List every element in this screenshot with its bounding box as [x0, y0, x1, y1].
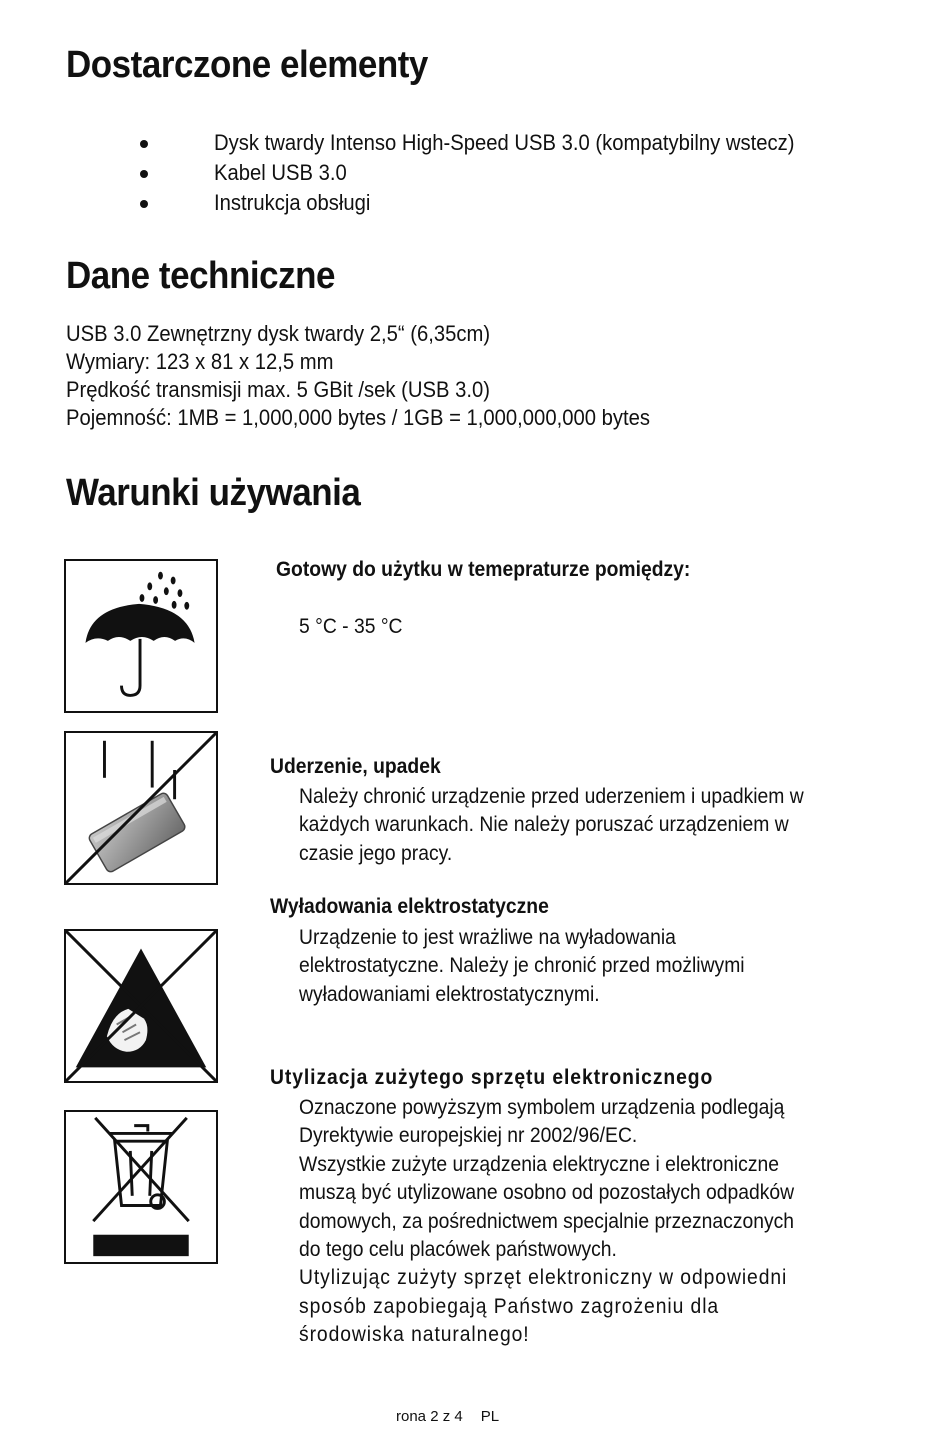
- bullet-icon: [140, 170, 148, 178]
- weee-title: Utylizacja zużytego sprzętu elektronicznego: [270, 1066, 714, 1089]
- weee-text: Oznaczone powyższym symbolem urządzenia podlegają Dyrektywie europejskiej nr 2002/96/EC. Wszystkie zużyte urządzenia elektryczne i elektroniczne muszą być utylizowane osobno od pozostałych odpadków domowych, za pośrednictwem specjalnie przeznaczonych do tego celu placówek państwowych. Utylizując zużyty sprzęt elektroniczny w odpowiedni sposób zapobiegają Państwo zagrożeniu dla środowiska naturalnego!: [299, 1096, 795, 1347]
- bullet-icon: [140, 200, 148, 208]
- esd-warning-icon: [64, 929, 218, 1083]
- temperature-range: 5 °C - 35 °C: [299, 615, 403, 638]
- page-number: rona 2 z 4: [396, 1408, 463, 1425]
- spec-line: USB 3.0 Zewnętrzny dysk twardy 2,5“ (6,35cm): [66, 321, 491, 346]
- esd-text: Urządzenie to jest wrażliwe na wyładowania elektrostatyczne. Należy je chronić przed możliwymi wyładowaniami elektrostatycznymi.: [299, 926, 745, 1006]
- section-title-specs: Dane techniczne: [66, 255, 335, 297]
- spec-line: Pojemność: 1MB = 1,000,000 bytes / 1GB = 1,000,000,000 bytes: [66, 405, 650, 430]
- bullet-icon: [140, 140, 148, 148]
- language-code: PL: [480, 1408, 500, 1425]
- no-drop-icon: [64, 731, 218, 885]
- section-title-included: Dostarczone elementy: [66, 44, 428, 86]
- crossed-bin-icon: [64, 1110, 218, 1264]
- shock-title: Uderzenie, upadek: [270, 755, 441, 778]
- spec-line: Prędkość transmisji max. 5 GBit /sek (USB 3.0): [66, 377, 491, 402]
- section-title-usage: Warunki używania: [66, 472, 361, 514]
- specs-list: [66, 320, 701, 432]
- shock-text: Należy chronić urządzenie przed uderzeniem i upadkiem w każdych warunkach. Nie należy poruszać urządzeniem w czasie jego pracy.: [299, 785, 804, 865]
- esd-title: Wyładowania elektrostatyczne: [270, 895, 549, 918]
- temperature-title: Gotowy do użytku w temepraturze pomiędzy:: [276, 558, 691, 581]
- page-footer: [396, 1408, 499, 1425]
- umbrella-rain-icon: [64, 559, 218, 713]
- spec-line: Wymiary: 123 x 81 x 12,5 mm: [66, 349, 334, 374]
